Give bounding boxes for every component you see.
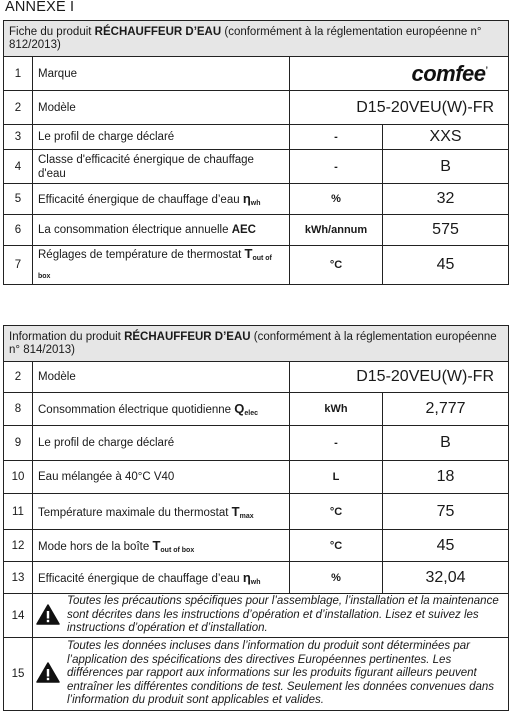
table-row bbox=[4, 57, 509, 91]
row-value: 45 bbox=[383, 246, 509, 285]
row-number: 2 bbox=[4, 362, 33, 393]
table-row bbox=[4, 461, 509, 494]
row-label: Le profil de charge déclaré bbox=[33, 125, 290, 150]
row-number: 2 bbox=[4, 91, 33, 125]
row-label: Modèle bbox=[33, 362, 290, 393]
table-row bbox=[4, 562, 509, 594]
row-unit: °C bbox=[290, 530, 383, 562]
table-row bbox=[4, 494, 509, 530]
table-row bbox=[4, 150, 509, 184]
row-label: Température maximale du thermostat $T_{max}$ bbox=[33, 494, 290, 530]
row-number: 14 bbox=[4, 594, 33, 638]
row-label: Eau mélangée à 40°C V40 bbox=[33, 461, 290, 494]
row-label: La consommation électrique annuelle AEC bbox=[33, 215, 290, 246]
row-unit: L bbox=[290, 461, 383, 494]
row-unit: °C bbox=[290, 246, 383, 285]
table-row bbox=[4, 246, 509, 285]
brand-value: comfee’ bbox=[290, 57, 509, 91]
table-row bbox=[4, 393, 509, 426]
product-information-table bbox=[3, 325, 509, 711]
note-row bbox=[4, 594, 509, 638]
note-cell bbox=[33, 594, 509, 638]
row-value: 32,04 bbox=[383, 562, 509, 594]
row-value: B bbox=[383, 426, 509, 461]
row-label: Efficacité énergique de chauffage d’eau $\eta_{wh}$ bbox=[33, 184, 290, 215]
annex-title: ANNEXE I bbox=[5, 0, 75, 15]
model-value: D15-20VEU(W)-FR bbox=[290, 91, 509, 125]
note-text: Toutes les précautions spécifiques pour l’assemblage, l’installation et la maintenance sont décrites dans les instructions d’opération et d’installation. Lisez et suivez les instructions d’opération et d’installation. bbox=[67, 595, 499, 635]
table-row bbox=[4, 184, 509, 215]
row-label: Réglages de température de thermostat $T_{out of box}$ bbox=[33, 246, 290, 285]
row-label: Mode hors de la boîte $T_{out of box}$ bbox=[33, 530, 290, 562]
row-value: 18 bbox=[383, 461, 509, 494]
row-value: 45 bbox=[383, 530, 509, 562]
row-label: Efficacité énergique de chauffage d’eau $\eta_{wh}$ bbox=[33, 562, 290, 594]
table-row bbox=[4, 91, 509, 125]
row-label: Marque bbox=[33, 57, 290, 91]
row-number: 8 bbox=[4, 393, 33, 426]
row-number: 1 bbox=[4, 57, 33, 91]
row-number: 4 bbox=[4, 150, 33, 184]
note-row bbox=[4, 638, 509, 711]
row-unit: kWh/annum bbox=[290, 215, 383, 246]
table-row bbox=[4, 215, 509, 246]
product-fiche-table bbox=[3, 20, 509, 285]
row-number: 9 bbox=[4, 426, 33, 461]
table2-header: Information du produit RÉCHAUFFEUR D’EAU (conformément à la réglementation européenne n° 814/2013) bbox=[4, 326, 509, 362]
row-number: 11 bbox=[4, 494, 33, 530]
row-unit: % bbox=[290, 562, 383, 594]
row-value: 32 bbox=[383, 184, 509, 215]
row-value: 75 bbox=[383, 494, 509, 530]
row-number: 7 bbox=[4, 246, 33, 285]
row-number: 3 bbox=[4, 125, 33, 150]
row-label: Consommation électrique quotidienne $Q_{elec}$ bbox=[33, 393, 290, 426]
note-text: Toutes les données incluses dans l’information du produit sont déterminées par l’application des spécifications des directives Européennes pertinentes. Les différences par rapport aux informations sur les produits figurant ailleurs peuvent entraîner les différentes conditions de test. Seulement les données convenues dans l’information du produit sont applicables et valides. bbox=[67, 640, 495, 707]
row-label: Classe d'efficacité énergique de chauffage d'eau bbox=[33, 150, 290, 184]
row-number: 15 bbox=[4, 638, 33, 711]
table-row bbox=[4, 362, 509, 393]
warning-icon bbox=[33, 604, 63, 628]
row-number: 12 bbox=[4, 530, 33, 562]
row-unit: kWh bbox=[290, 393, 383, 426]
table-row bbox=[4, 125, 509, 150]
row-value: 575 bbox=[383, 215, 509, 246]
row-unit: - bbox=[290, 426, 383, 461]
row-value: B bbox=[383, 150, 509, 184]
row-unit: °C bbox=[290, 494, 383, 530]
row-value: 2,777 bbox=[383, 393, 509, 426]
note-cell bbox=[33, 638, 509, 711]
row-unit: - bbox=[290, 125, 383, 150]
row-label: Modèle bbox=[33, 91, 290, 125]
table1-header: Fiche du produit RÉCHAUFFEUR D’EAU (conformément à la réglementation européenne n° 812/2013) bbox=[4, 21, 509, 57]
row-unit: % bbox=[290, 184, 383, 215]
row-label: Le profil de charge déclaré bbox=[33, 426, 290, 461]
row-unit: - bbox=[290, 150, 383, 184]
row-number: 13 bbox=[4, 562, 33, 594]
warning-icon bbox=[33, 662, 63, 686]
model-value: D15-20VEU(W)-FR bbox=[290, 362, 509, 393]
table-row bbox=[4, 530, 509, 562]
brand-logo: comfee bbox=[411, 60, 486, 86]
row-number: 6 bbox=[4, 215, 33, 246]
row-number: 10 bbox=[4, 461, 33, 494]
table-row bbox=[4, 426, 509, 461]
row-number: 5 bbox=[4, 184, 33, 215]
row-value: XXS bbox=[383, 125, 509, 150]
